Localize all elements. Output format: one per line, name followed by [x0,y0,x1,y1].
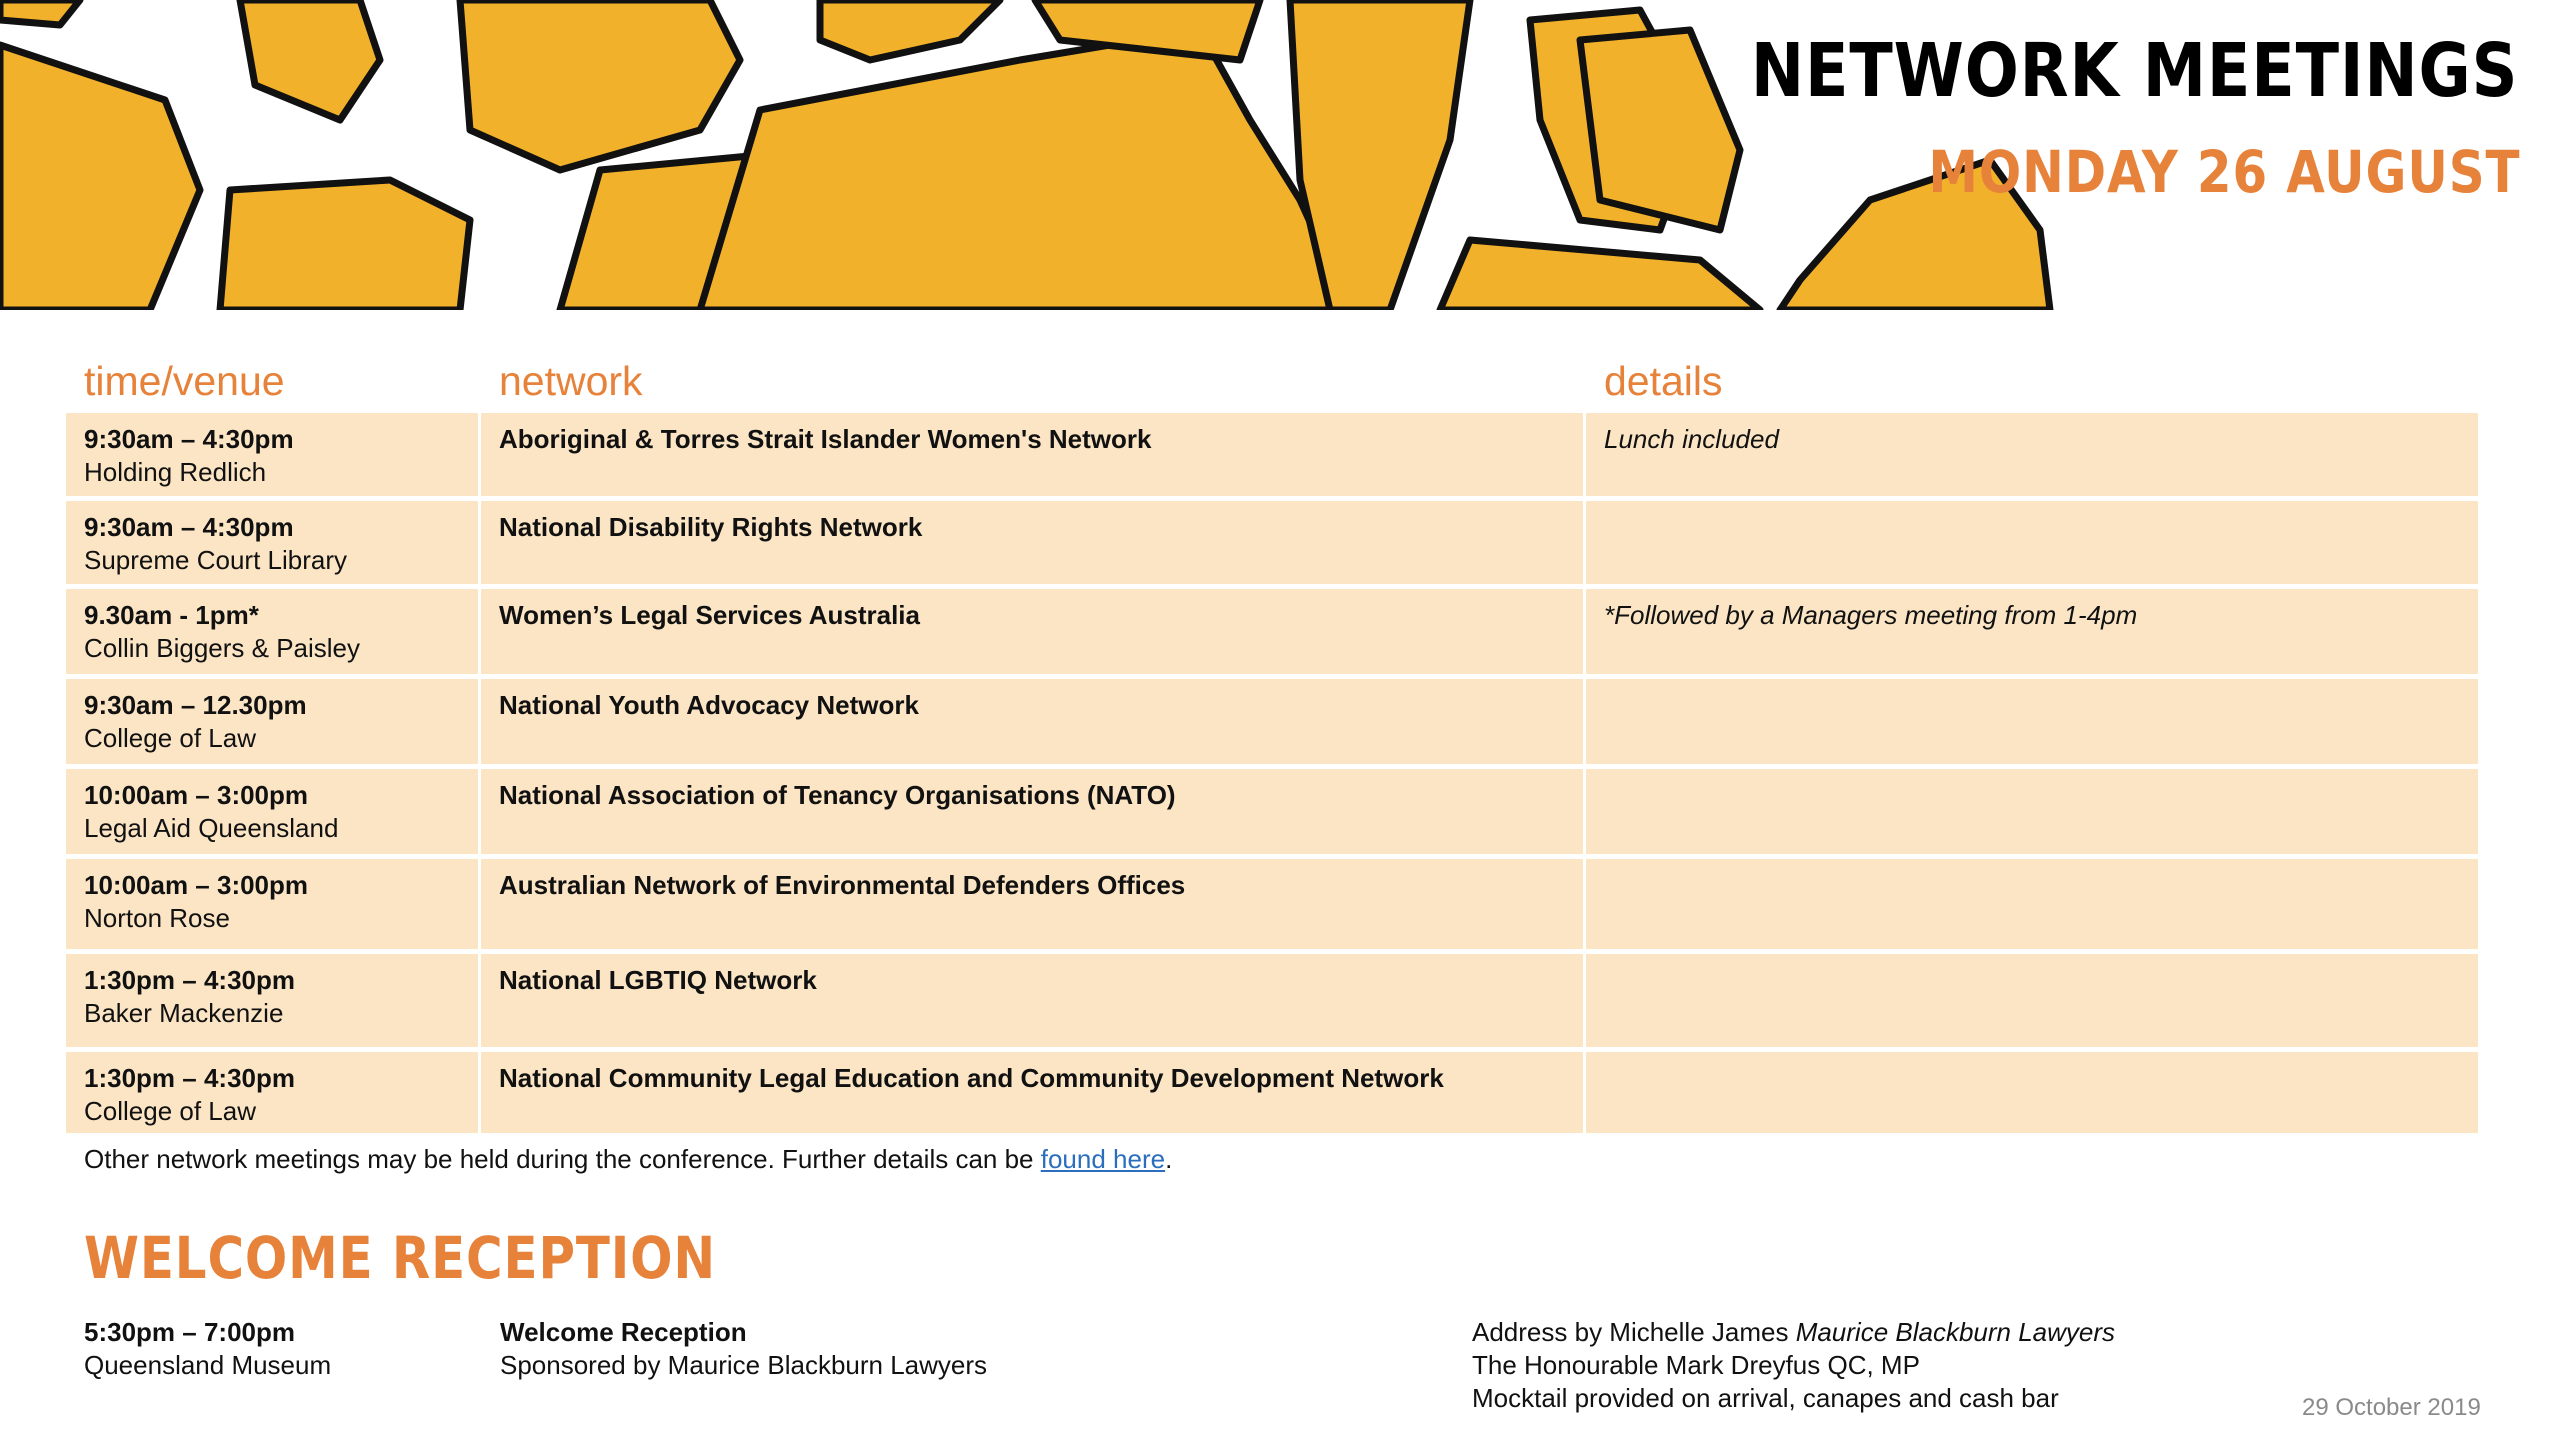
network-cell [481,859,1586,954]
table-row [66,413,2478,501]
meeting-time: 9:30am – 12.30pm [84,690,307,720]
welcome-address-line [1472,1316,2115,1349]
meeting-venue: College of Law [84,723,256,753]
welcome-event-name: Welcome Reception [500,1317,747,1347]
banner-shape [1290,0,1470,310]
network-cell [481,413,1586,501]
network-name: Women’s Legal Services Australia [499,600,920,630]
banner-shape [1440,240,1760,310]
welcome-catering-line: Mocktail provided on arrival, canapes and cash bar [1472,1383,2059,1413]
banner-shape [700,30,1350,310]
table-row [66,769,2478,859]
column-header-network: network [499,358,643,404]
table-row [66,679,2478,769]
details-cell [1586,954,2478,1052]
meeting-details: *Followed by a Managers meeting from 1-4pm [1604,600,2138,630]
page-title: NETWORK MEETINGS [1750,28,2518,114]
address-prefix: Address by Michelle James [1472,1317,1796,1347]
welcome-event [500,1316,987,1382]
details-cell [1586,501,2478,589]
banner-shape [0,0,80,25]
network-name: National Community Legal Education and Community Development Network [499,1063,1444,1093]
network-cell [481,679,1586,769]
network-name: Australian Network of Environmental Defenders Offices [499,870,1186,900]
welcome-time: 5:30pm – 7:00pm [84,1317,295,1347]
welcome-details [1472,1316,2115,1415]
network-name: Aboriginal & Torres Strait Islander Women's Network [499,424,1152,454]
found-here-link[interactable]: found here [1040,1144,1166,1174]
meeting-venue: Norton Rose [84,903,230,933]
time-venue-cell [66,679,481,769]
network-name: National Youth Advocacy Network [499,690,919,720]
welcome-speaker-line: The Honourable Mark Dreyfus QC, MP [1472,1350,1920,1380]
details-cell [1586,413,2478,501]
welcome-venue: Queensland Museum [84,1350,332,1380]
network-name: National LGBTIQ Network [499,965,817,995]
meeting-venue: Collin Biggers & Paisley [84,633,361,663]
details-cell [1586,1052,2478,1138]
meeting-details: Lunch included [1604,424,1779,454]
details-cell [1586,769,2478,859]
table-header-row [66,345,2478,413]
meeting-time: 9:30am – 4:30pm [84,424,294,454]
time-venue-cell [66,589,481,679]
table-row [66,501,2478,589]
banner-shape [820,0,1000,60]
time-venue-cell [66,859,481,954]
time-venue-cell [66,501,481,589]
column-header-time-venue: time/venue [84,358,285,404]
network-cell [481,589,1586,679]
meeting-venue: Supreme Court Library [84,545,347,575]
network-cell [481,1052,1586,1138]
welcome-reception-heading: WELCOME RECEPTION [84,1224,717,1292]
network-cell [481,769,1586,859]
note-text: Other network meetings may be held during the conference. Further details can be [84,1144,1041,1174]
time-venue-cell [66,413,481,501]
meeting-venue: College of Law [84,1096,256,1126]
welcome-time-venue [84,1316,331,1382]
details-cell [1586,859,2478,954]
other-meetings-note [84,1144,1172,1175]
table-row [66,1052,2478,1138]
schedule-table [66,345,2478,1138]
time-venue-cell [66,1052,481,1138]
meeting-time: 9:30am – 4:30pm [84,512,294,542]
network-cell [481,501,1586,589]
welcome-sponsor: Sponsored by Maurice Blackburn Lawyers [500,1350,988,1380]
network-name: National Disability Rights Network [499,512,923,542]
time-venue-cell [66,769,481,859]
note-suffix: . [1165,1144,1173,1174]
meeting-venue: Holding Redlich [84,457,267,487]
banner-shape [1580,30,1740,230]
banner-shape [460,0,740,170]
table-row [66,954,2478,1052]
meeting-time: 10:00am – 3:00pm [84,870,309,900]
banner-shape [0,45,200,310]
column-header-details: details [1604,358,1723,404]
table-row [66,859,2478,954]
page-subtitle: MONDAY 26 AUGUST [1927,138,2520,206]
table-row [66,589,2478,679]
meeting-time: 10:00am – 3:00pm [84,780,309,810]
time-venue-cell [66,954,481,1052]
banner-shape [240,0,380,120]
network-cell [481,954,1586,1052]
banner-shape [220,180,470,310]
meeting-time: 1:30pm – 4:30pm [84,1063,295,1093]
details-cell [1586,589,2478,679]
footer-date: 29 October 2019 [2302,1394,2481,1421]
network-name: National Association of Tenancy Organisations (NATO) [499,780,1176,810]
details-cell [1586,679,2478,769]
address-organisation: Maurice Blackburn Lawyers [1795,1317,2116,1347]
meeting-venue: Legal Aid Queensland [84,813,339,843]
meeting-venue: Baker Mackenzie [84,998,284,1028]
meeting-time: 9.30am - 1pm* [84,600,259,630]
meeting-time: 1:30pm – 4:30pm [84,965,295,995]
